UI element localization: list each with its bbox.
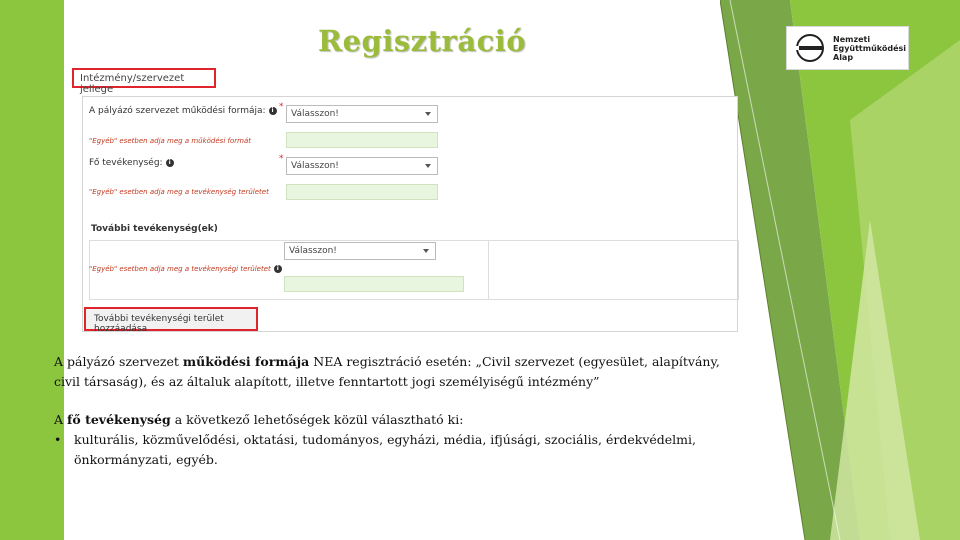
main-activity-label-text: Fő tevékenység: <box>89 158 163 168</box>
additional-activity-other-input[interactable] <box>284 276 464 292</box>
page-title: Regisztráció <box>318 24 527 58</box>
logo-line-1: Nemzeti <box>833 34 871 44</box>
chevron-down-icon <box>425 112 431 116</box>
additional-activity-hint: "Egyéb" esetben adja meg a tevékenységi területet <box>89 265 271 273</box>
logo-line-3: Alap <box>833 52 854 62</box>
text2-bold: fő tevékenység <box>67 412 171 427</box>
decorative-green-shapes <box>720 0 960 540</box>
main-activity-select[interactable] <box>286 157 438 175</box>
additional-activities-title: További tevékenység(ek) <box>91 224 218 234</box>
divider <box>488 240 489 300</box>
logo-text <box>833 35 906 62</box>
add-activity-button[interactable]: További tevékenységi terület hozzáadása <box>84 307 258 331</box>
main-activity-select-value: Válasszon! <box>291 161 339 171</box>
info-icon[interactable]: i <box>274 265 282 273</box>
info-icon[interactable]: i <box>269 107 277 115</box>
main-activity-other-input[interactable] <box>286 184 438 200</box>
text1-suffix: NEA regisztráció esetén: „Civil szervezet (egyesület, alapítvány, civil társaság), és az általuk alapított, illetve fenntartott jogi személyiségű intézmény” <box>54 354 720 389</box>
registration-form-panel <box>82 96 738 332</box>
text1-bold: működési formája <box>182 354 310 369</box>
operating-form-label <box>89 106 277 116</box>
main-activity-description <box>54 410 734 430</box>
nea-logo <box>786 26 909 70</box>
text1-prefix: A pályázó szervezet <box>54 354 183 369</box>
operating-form-select-value: Válasszon! <box>291 109 339 119</box>
organization-type-tab[interactable]: Intézmény/szervezet jellege <box>72 68 216 88</box>
additional-activity-hint-row <box>89 264 282 274</box>
additional-activity-select[interactable] <box>284 242 436 260</box>
chevron-down-icon <box>425 164 431 168</box>
text2-prefix: A <box>54 412 68 427</box>
bullet-icon: • <box>54 432 62 447</box>
activity-options-text: kulturális, közművelődési, oktatási, tudományos, egyházi, média, ifjúsági, szociális, érdekvédelmi, önkormányzati, egyéb. <box>74 432 696 467</box>
operating-form-hint: "Egyéb" esetben adja meg a működési formát <box>89 137 251 145</box>
logo-mark-icon <box>791 33 829 63</box>
activity-options-list-item <box>54 430 714 470</box>
chevron-down-icon <box>423 249 429 253</box>
main-activity-hint: "Egyéb" esetben adja meg a tevékenység területet <box>89 188 269 196</box>
main-activity-label <box>89 158 174 168</box>
operating-form-select[interactable] <box>286 105 438 123</box>
operating-form-other-input[interactable] <box>286 132 438 148</box>
additional-activity-select-value: Válasszon! <box>289 246 337 256</box>
text2-suffix: a következő lehetőségek közül választható ki: <box>170 412 464 427</box>
operating-form-label-text: A pályázó szervezet működési formája: <box>89 106 266 116</box>
required-asterisk: * <box>279 102 284 112</box>
required-asterisk: * <box>279 154 284 164</box>
logo-line-2: Együttműködési <box>833 43 907 53</box>
operating-form-description <box>54 352 734 392</box>
info-icon[interactable]: i <box>166 159 174 167</box>
